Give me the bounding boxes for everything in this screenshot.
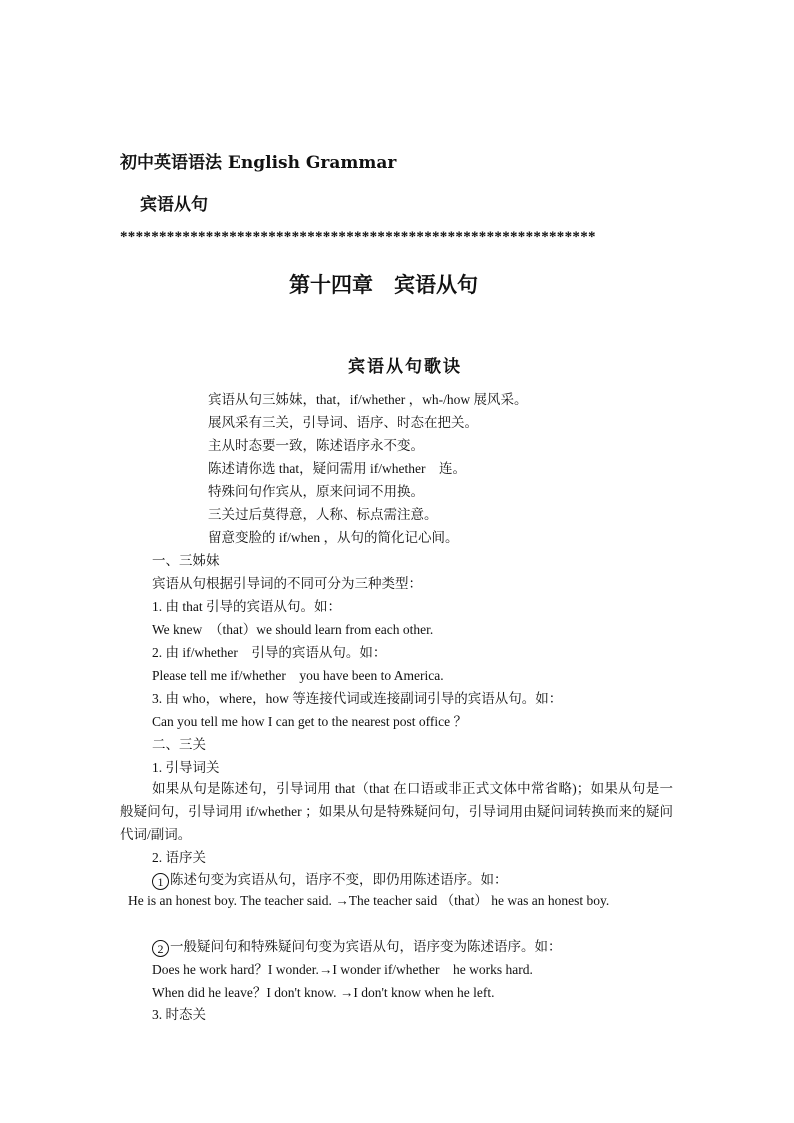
point-example: [120, 889, 673, 912]
subsection-heading: 3. 时态关: [152, 1007, 206, 1022]
example-text: He is an honest boy. The teacher said. →The teacher said （that） he was an honest boy.: [128, 893, 610, 908]
subsection-heading: 1. 引导词关: [152, 760, 220, 775]
paragraph-text: 如果从句是陈述句，引导词用 that（that 在口语或非正式文体中常省略)；如果从句是一般疑问句，引导词用 if/whether ；如果从句是特殊疑问句，引导词用由疑问词转换而来的疑问代词/副词。: [120, 781, 673, 842]
item-example: Can you tell me how I can get to the nearest post office ？: [152, 714, 468, 729]
point-text: 陈述句变为宾语从句，语序不变，即仍用陈述语序。如：: [170, 872, 508, 887]
document-subtitle: 宾语从句: [140, 195, 208, 215]
example-line: Does he work hard？I wonder.→I wonder if/whether he works hard.: [152, 962, 533, 977]
song-line: 留意变脸的 if/when ，从句的简化记心间。: [208, 530, 459, 545]
section-heading: 二、三关: [152, 737, 206, 752]
item-label: 2. 由 if/whether 引导的宾语从句。如：: [152, 645, 387, 660]
point-text: 一般疑问句和特殊疑问句变为宾语从句，语序变为陈述语序。如：: [170, 939, 562, 954]
song-line: 宾语从句三姊妹，that，if/whether ，wh-/how 展风采。: [208, 392, 528, 407]
document-title: 初中英语语法 English Grammar: [120, 153, 397, 173]
example-line: When did he leave？I don't know. →I don't know when he left.: [152, 985, 495, 1000]
item-label: 3. 由 who，where，how 等连接代词或连接副词引导的宾语从句。如：: [152, 691, 563, 706]
point-line: [152, 935, 562, 958]
star-divider: *************************************************************: [120, 229, 596, 245]
song-line: 主从时态要一致，陈述语序永不变。: [208, 438, 424, 453]
song-line: 特殊问句作宾从，原来问词不用换。: [208, 484, 424, 499]
song-line: 三关过后莫得意，人称、标点需注意。: [208, 507, 438, 522]
circled-number-two: 2: [152, 940, 169, 957]
item-example: Please tell me if/whether you have been to America.: [152, 668, 444, 683]
circled-number-one: 1: [152, 873, 169, 890]
subsection-heading: 2. 语序关: [152, 850, 206, 865]
item-label: 1. 由 that 引导的宾语从句。如：: [152, 599, 341, 614]
item-example: We knew （that）we should learn from each other.: [152, 622, 434, 637]
section-intro: 宾语从句根据引导词的不同可分为三种类型：: [152, 576, 422, 591]
chapter-title: 第十四章 宾语从句: [289, 272, 478, 297]
point-line: [152, 868, 508, 891]
song-title: 宾语从句歌诀: [348, 357, 462, 377]
song-line: 陈述请你选 that，疑问需用 if/whether 连。: [208, 461, 466, 476]
song-line: 展风采有三关，引导词、语序、时态在把关。: [208, 415, 478, 430]
section-heading: 一、三姊妹: [152, 553, 220, 568]
paragraph-introducer: [120, 777, 673, 846]
